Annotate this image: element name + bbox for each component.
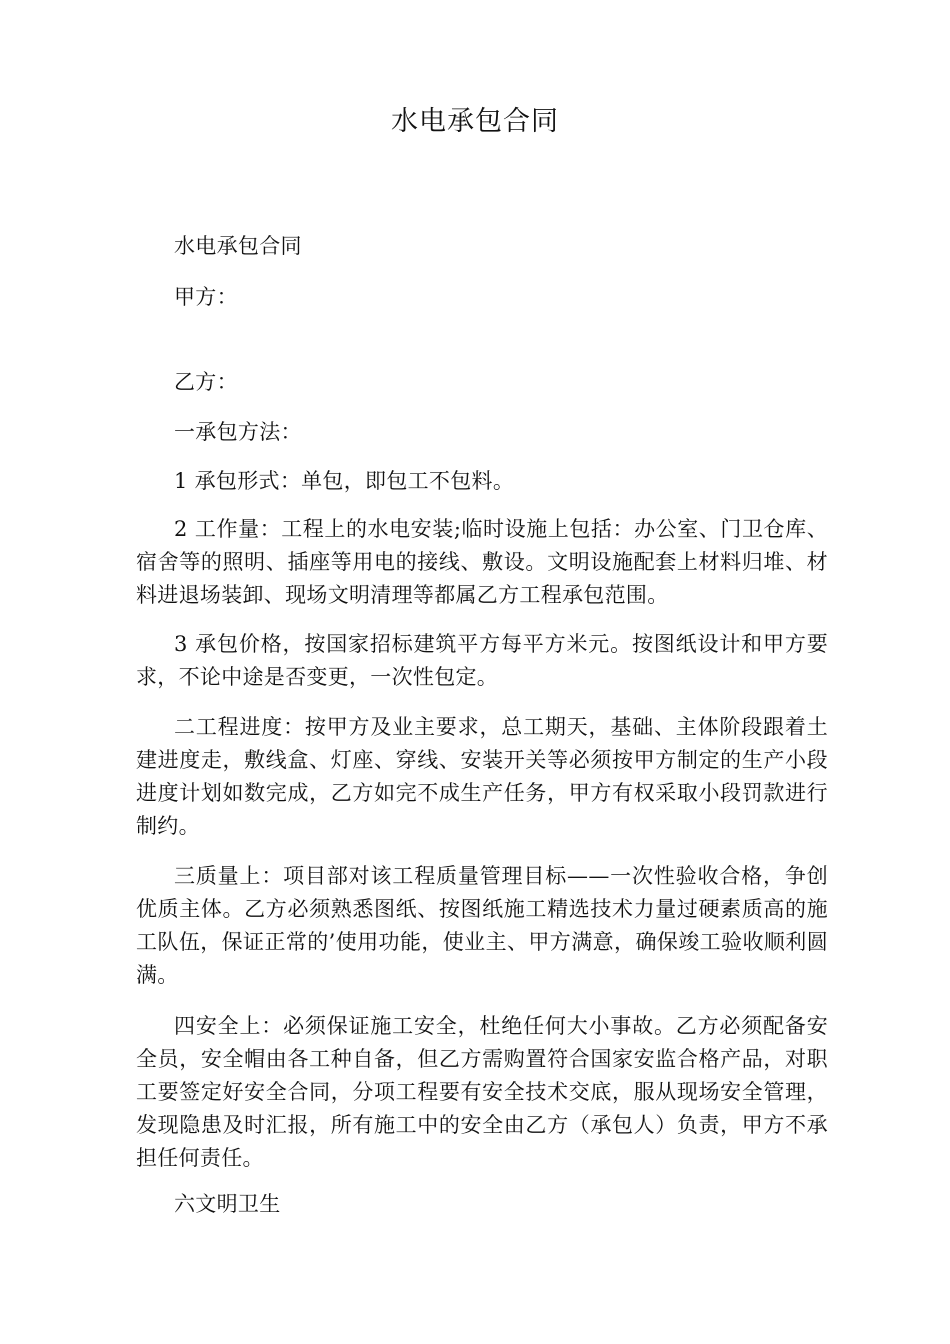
section-quality: 三质量上：项目部对该工程质量管理目标——一次性验收合格，争创优质主体。乙方必须熟悉图纸、按图纸施工精选技术力量过硬素质高的施工队伍，保证正常的’使用功能，使业主、甲方满意，确保竣工验收顺利圆满。 <box>136 864 828 987</box>
clause-workload: 2 工作量：工程上的水电安装;临时设施上包括：办公室、门卫仓库、宿舍等的照明、插座等用电的接线、敷设。文明设施配套上材料归堆、材料进退场装卸、现场文明清理等都属乙方工程承包范围。 <box>136 517 828 607</box>
party-b-label: 乙方： <box>174 370 238 394</box>
party-a-label: 甲方： <box>174 285 238 309</box>
page-title: 水电承包合同 <box>391 106 559 137</box>
section-safety: 四安全上：必须保证施工安全，杜绝任何大小事故。乙方必须配备安全员，安全帽由各工种自备，但乙方需购置符合国家安监合格产品，对职工要签定好安全合同，分项工程要有安全技术交底，服从现场安全管理，发现隐患及时汇报，所有施工中的安全由乙方（承包人）负责，甲方不承担任何责任。 <box>136 1014 828 1170</box>
clause-contract-form: 1 承包形式：单包，即包工不包料。 <box>174 469 515 493</box>
section-schedule: 二工程进度：按甲方及业主要求，总工期天，基础、主体阶段跟着土建进度走，敷线盒、灯座、穿线、安装开关等必须按甲方制定的生产小段进度计划如数完成，乙方如完不成生产任务，甲方有权采取小段罚款进行制约。 <box>136 715 828 838</box>
clause-contract-price: 3 承包价格，按国家招标建筑平方每平方米元。按图纸设计和甲方要求，不论中途是否变更，一次性包定。 <box>136 632 828 689</box>
contract-heading: 水电承包合同 <box>174 234 302 258</box>
section-contract-method-title: 一承包方法： <box>174 420 302 444</box>
section-hygiene-title: 六文明卫生 <box>174 1192 281 1216</box>
